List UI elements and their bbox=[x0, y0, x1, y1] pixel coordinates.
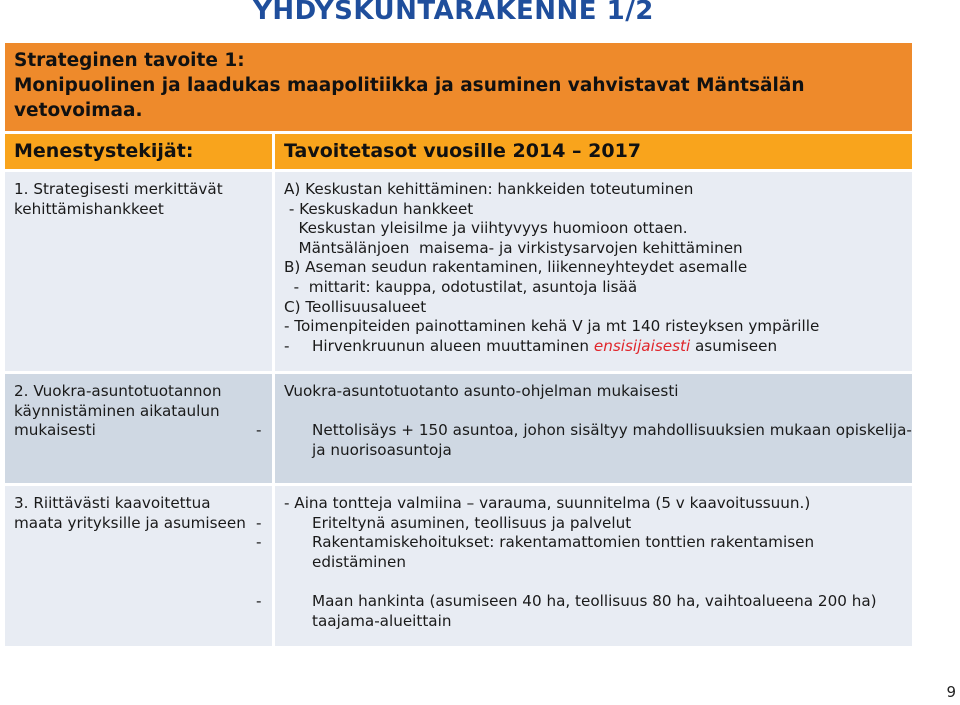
dash-bullet: - bbox=[256, 421, 262, 440]
cell-text: maata yrityksille ja asumiseen bbox=[14, 513, 246, 532]
target-level-cell bbox=[275, 172, 912, 371]
strategy-table bbox=[5, 43, 912, 646]
dash-bullet: - bbox=[284, 336, 290, 355]
strategic-goal-banner bbox=[5, 43, 912, 131]
cell-text: - Toimenpiteiden painottaminen kehä V ja mt 140 risteyksen ympärille bbox=[284, 317, 820, 336]
cell-text: C) Teollisuusalueet bbox=[284, 297, 427, 316]
dash-bullet: - bbox=[256, 591, 262, 610]
cell-text: B) Aseman seudun rakentaminen, liikenneyhteydet asemalle bbox=[284, 258, 748, 277]
target-level-cell bbox=[256, 374, 912, 483]
bullet-item bbox=[256, 513, 912, 534]
bullet-item bbox=[256, 591, 912, 631]
cell-text: Eriteltynä asuminen, teollisuus ja palvelut bbox=[312, 513, 632, 532]
cell-text: Nettolisäys + 150 asuntoa, johon sisältyy mahdollisuuksien mukaan opiskelija- ja nuorisoasuntoja bbox=[312, 421, 912, 459]
strategic-goal-label: Strateginen tavoite 1: bbox=[14, 50, 245, 71]
cell-text: Maan hankinta (asumiseen 40 ha, teollisuus 80 ha, vaihtoalueena 200 ha) taajama-alueittain bbox=[312, 591, 877, 630]
success-factor-cell bbox=[5, 374, 272, 483]
table-row bbox=[5, 172, 912, 371]
target-level-cell bbox=[256, 486, 912, 646]
table-row bbox=[5, 374, 912, 483]
success-factor-cell bbox=[5, 486, 272, 646]
cell-text: mukaisesti bbox=[14, 421, 96, 440]
dash-bullet: - bbox=[256, 533, 262, 552]
emphasis-text: ensisijaisesti bbox=[593, 336, 691, 355]
cell-text: Vuokra-asuntotuotanto asunto-ohjelman mukaisesti bbox=[284, 382, 679, 400]
cell-text: - Aina tontteja valmiina – varauma, suunnitelma (5 v kaavoitussuun.) bbox=[284, 494, 811, 512]
strategic-goal-text-line1: Monipuolinen ja laadukas maapolitiikka ja asuminen vahvistavat Mäntsälän bbox=[14, 75, 805, 96]
bullet-item bbox=[256, 533, 912, 572]
cell-text: käynnistäminen aikataulun bbox=[14, 401, 220, 420]
cell-text: A) Keskustan kehittäminen: hankkeiden toteutuminen bbox=[284, 180, 694, 198]
bullet-item bbox=[256, 421, 912, 460]
cell-text: Rakentamiskehoitukset: rakentamattomien tonttien rakentamisen edistäminen bbox=[312, 533, 815, 571]
header-target-levels: Tavoitetasot vuosille 2014 – 2017 bbox=[275, 134, 912, 169]
cell-text: asumiseen bbox=[690, 336, 778, 355]
cell-text: 2. Vuokra-asuntotuotannon bbox=[14, 382, 222, 400]
page-number: 9 bbox=[946, 683, 956, 701]
success-factor-cell bbox=[5, 172, 272, 371]
cell-text: 3. Riittävästi kaavoitettua bbox=[14, 494, 211, 512]
header-success-factors: Menestystekijät: bbox=[5, 134, 272, 169]
cell-text: - mittarit: kauppa, odotustilat, asuntoja lisää bbox=[284, 277, 638, 296]
cell-text: Keskustan yleisilme ja viihtyvyys huomioon ottaen. bbox=[284, 219, 688, 238]
strategic-goal-text-line2: vetovoimaa. bbox=[14, 100, 143, 121]
dash-bullet: - bbox=[256, 513, 262, 532]
table-header-row bbox=[5, 134, 912, 169]
table-row bbox=[5, 486, 912, 646]
cell-text: - Keskuskadun hankkeet bbox=[284, 199, 474, 218]
cell-text: kehittämishankkeet bbox=[14, 199, 164, 218]
cell-text: 1. Strategisesti merkittävät bbox=[14, 180, 223, 198]
slide-title: YHDYSKUNTARAKENNE 1/2 bbox=[253, 0, 654, 26]
cell-text: Mäntsälänjoen maisema- ja virkistysarvojen kehittäminen bbox=[284, 238, 743, 257]
cell-text: Hirvenkruunun alueen muuttaminen bbox=[312, 336, 594, 355]
cell-text-line bbox=[284, 337, 912, 357]
